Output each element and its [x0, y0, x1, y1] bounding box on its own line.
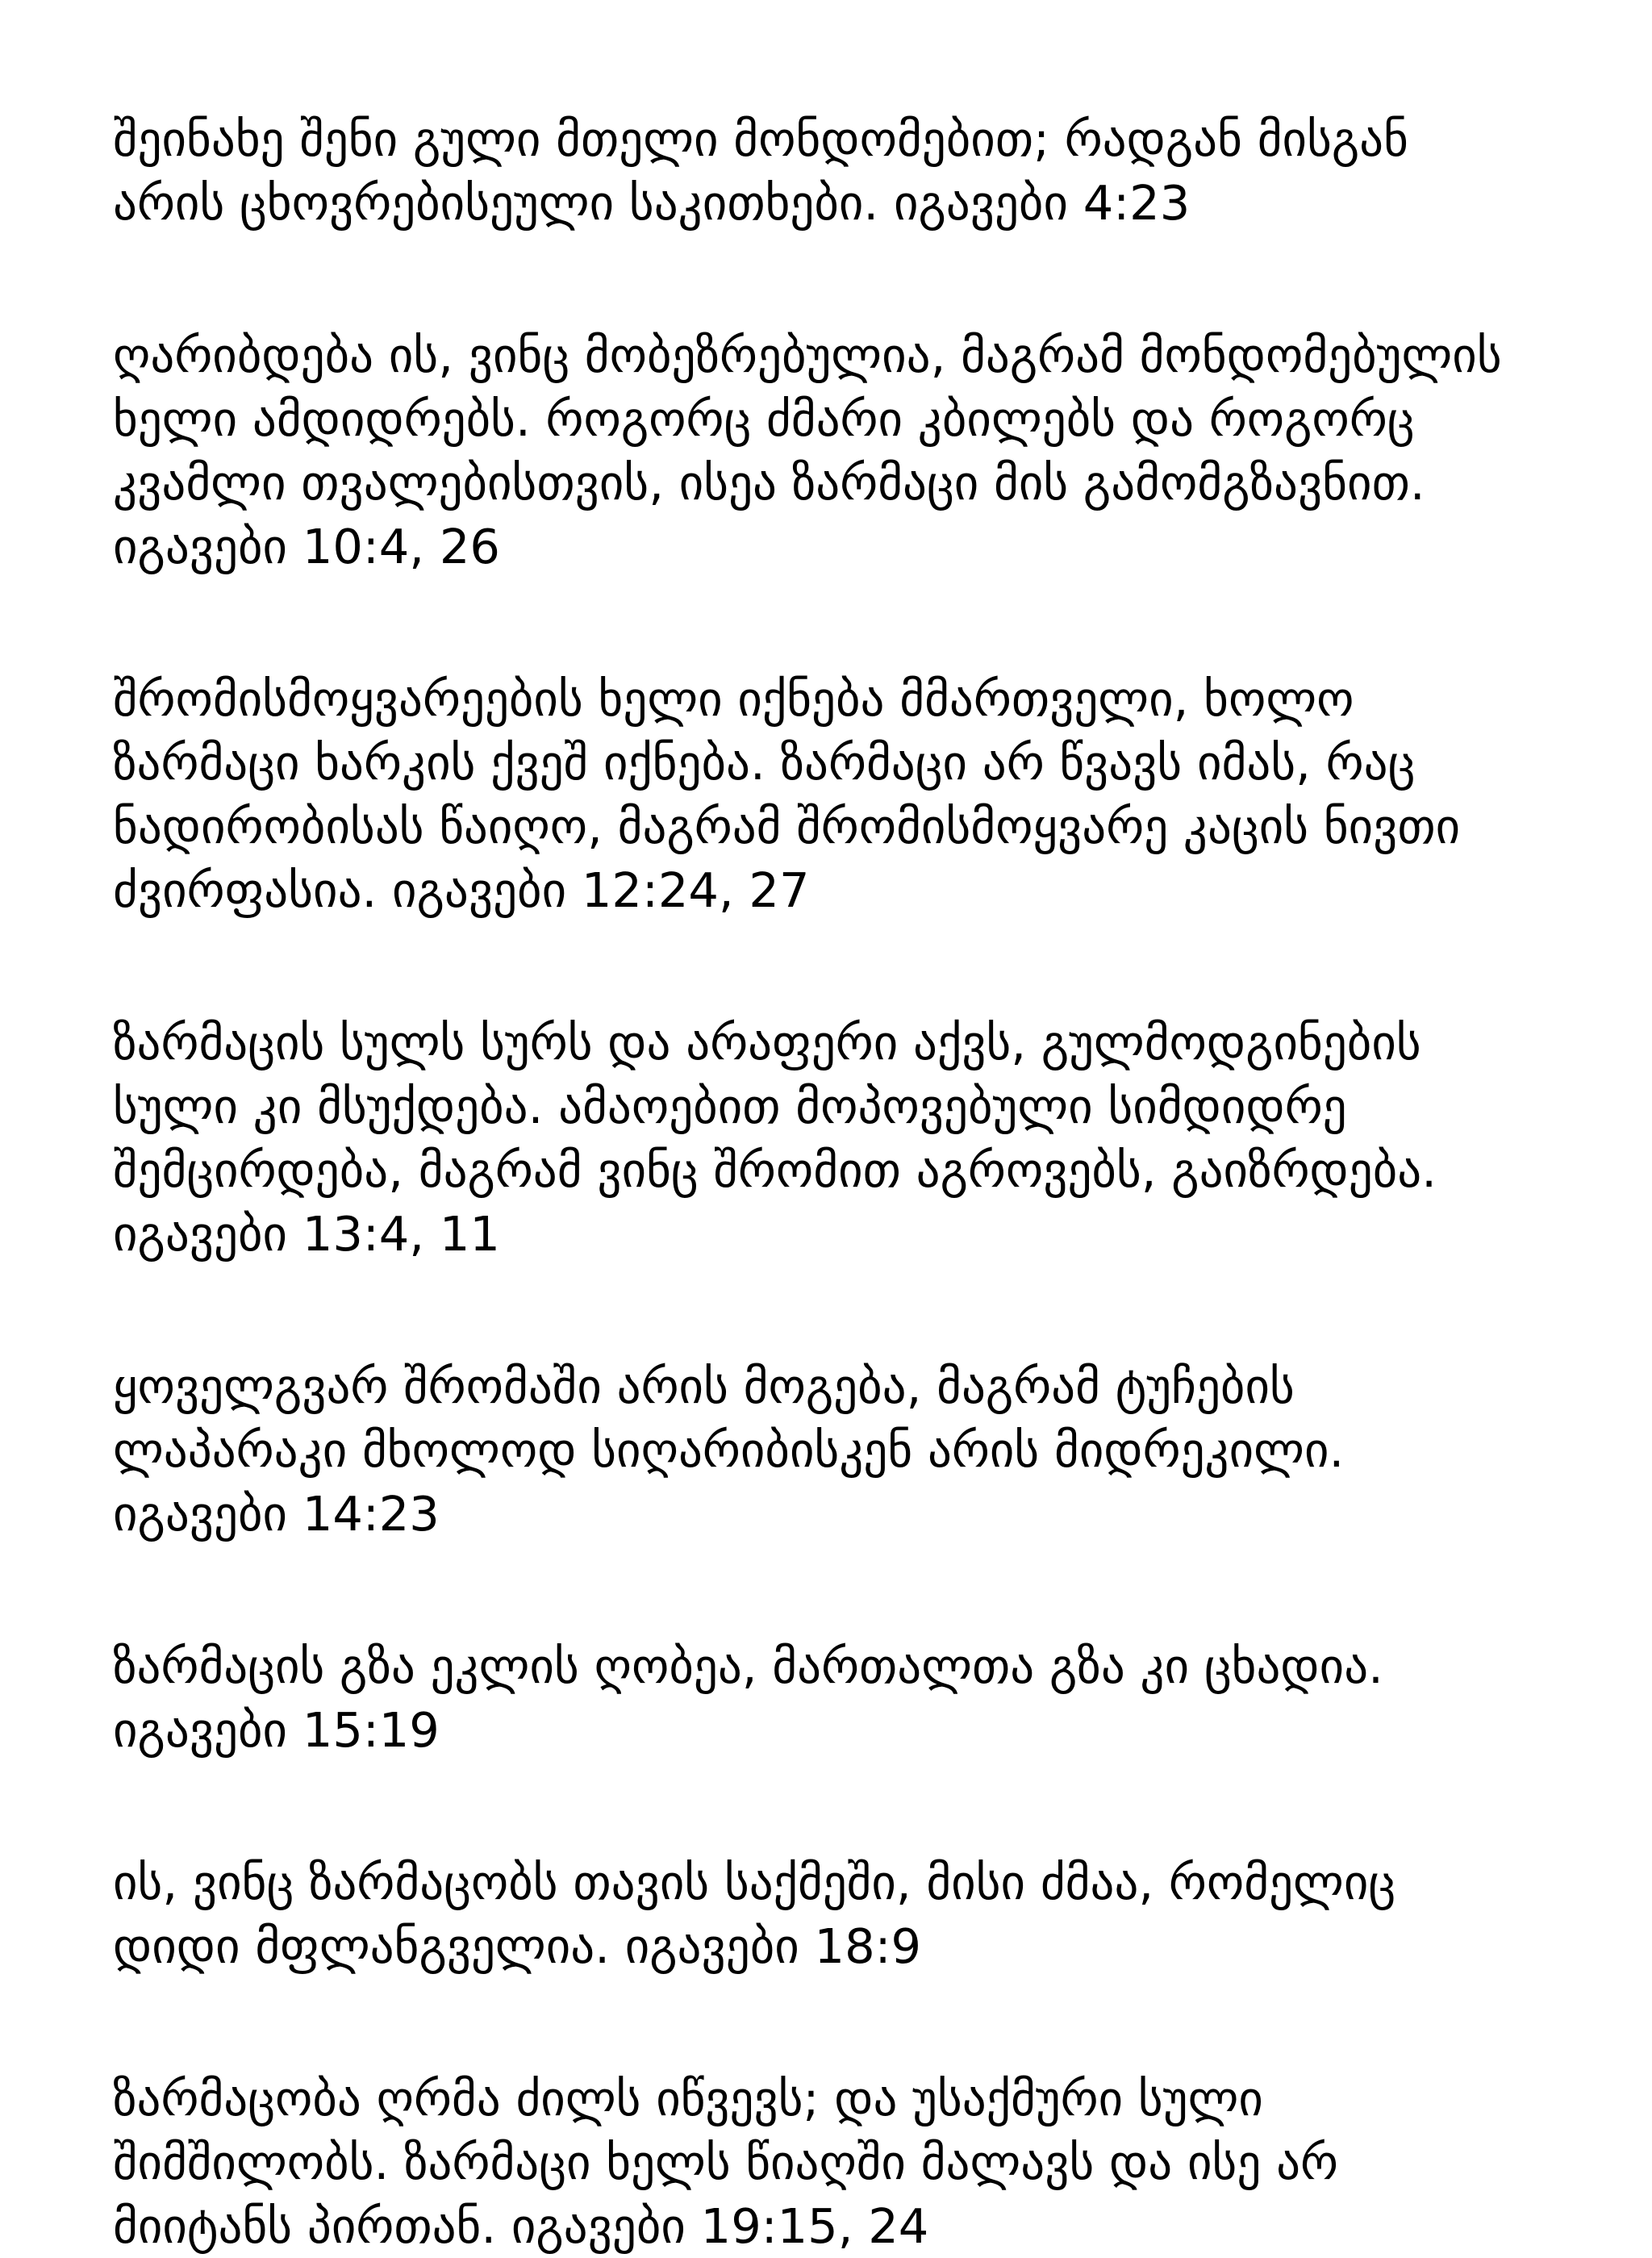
- verse-line: ძვირფასია. იგავები 12:24, 27: [113, 862, 810, 918]
- verse-line: ზარმაცის გზა ეკლის ღობეა, მართალთა გზა კი ცხადია.: [113, 1638, 1383, 1694]
- verse-line: ლაპარაკი მხოლოდ სიღარიბისკენ არის მიდრეკილი.: [113, 1422, 1345, 1478]
- verse-line: დიდი მფლანგველია. იგავები 18:9: [113, 1918, 922, 1974]
- verse-line: სული კი მსუქდება. ამაოებით მოპოვებული სიმდიდრე: [113, 1079, 1347, 1134]
- verse-line: კვამლი თვალებისთვის, ისეა ზარმაცი მის გამომგზავნით.: [113, 455, 1425, 511]
- verse-block: [113, 667, 1571, 922]
- verse-line: შრომისმოყვარეების ხელი იქნება მმართველი, ხოლო: [113, 671, 1354, 727]
- verse-block: [113, 1851, 1571, 1978]
- verse-line: ზარმაცობა ღრმა ძილს იწვევს; და უსაქმური სული: [113, 2071, 1263, 2127]
- verse-line: ზარმაცის სულს სურს და არაფერი აქვს, გულმოდგინების: [113, 1015, 1421, 1071]
- verse-line: ის, ვინც ზარმაცობს თავის საქმეში, მისი ძმაა, რომელიც: [113, 1855, 1396, 1910]
- verse-line: შემცირდება, მაგრამ ვინც შრომით აგროვებს, გაიზრდება.: [113, 1142, 1437, 1198]
- verse-line: მიიტანს პირთან. იგავები 19:15, 24: [113, 2198, 929, 2254]
- verse-line: ხელი ამდიდრებს. როგორც ძმარი კბილებს და როგორც: [113, 391, 1415, 447]
- verse-block: [113, 2067, 1571, 2258]
- verse-line: ღარიბდება ის, ვინც მობეზრებულია, მაგრამ მონდომებულის: [113, 328, 1502, 383]
- verse-line: შიმშილობს. ზარმაცი ხელს წიაღში მალავს და ისე არ: [113, 2135, 1339, 2190]
- verse-block: [113, 323, 1571, 578]
- verse-line: ზარმაცი ხარკის ქვეშ იქნება. ზარმაცი არ წვავს იმას, რაც: [113, 735, 1416, 791]
- verse-block: [113, 1011, 1571, 1266]
- verse-block: [113, 107, 1571, 235]
- verse-line: ყოველგვარ შრომაში არის მოგება, მაგრამ ტუჩების: [113, 1359, 1295, 1414]
- verse-block: [113, 1634, 1571, 1762]
- verse-line: იგავები 13:4, 11: [113, 1206, 500, 1262]
- verse-line: ნადირობისას წაიღო, მაგრამ შრომისმოყვარე კაცის ნივთი: [113, 799, 1461, 854]
- verse-line: არის ცხოვრებისეული საკითხები. იგავები 4:23: [113, 175, 1191, 231]
- verse-line: იგავები 14:23: [113, 1486, 440, 1542]
- verse-line: იგავები 15:19: [113, 1702, 440, 1758]
- verse-line: იგავები 10:4, 26: [113, 519, 500, 574]
- verse-block: [113, 1354, 1571, 1546]
- verse-line: შეინახე შენი გული მთელი მონდომებით; რადგან მისგან: [113, 111, 1408, 167]
- verse-list: [113, 107, 1571, 2258]
